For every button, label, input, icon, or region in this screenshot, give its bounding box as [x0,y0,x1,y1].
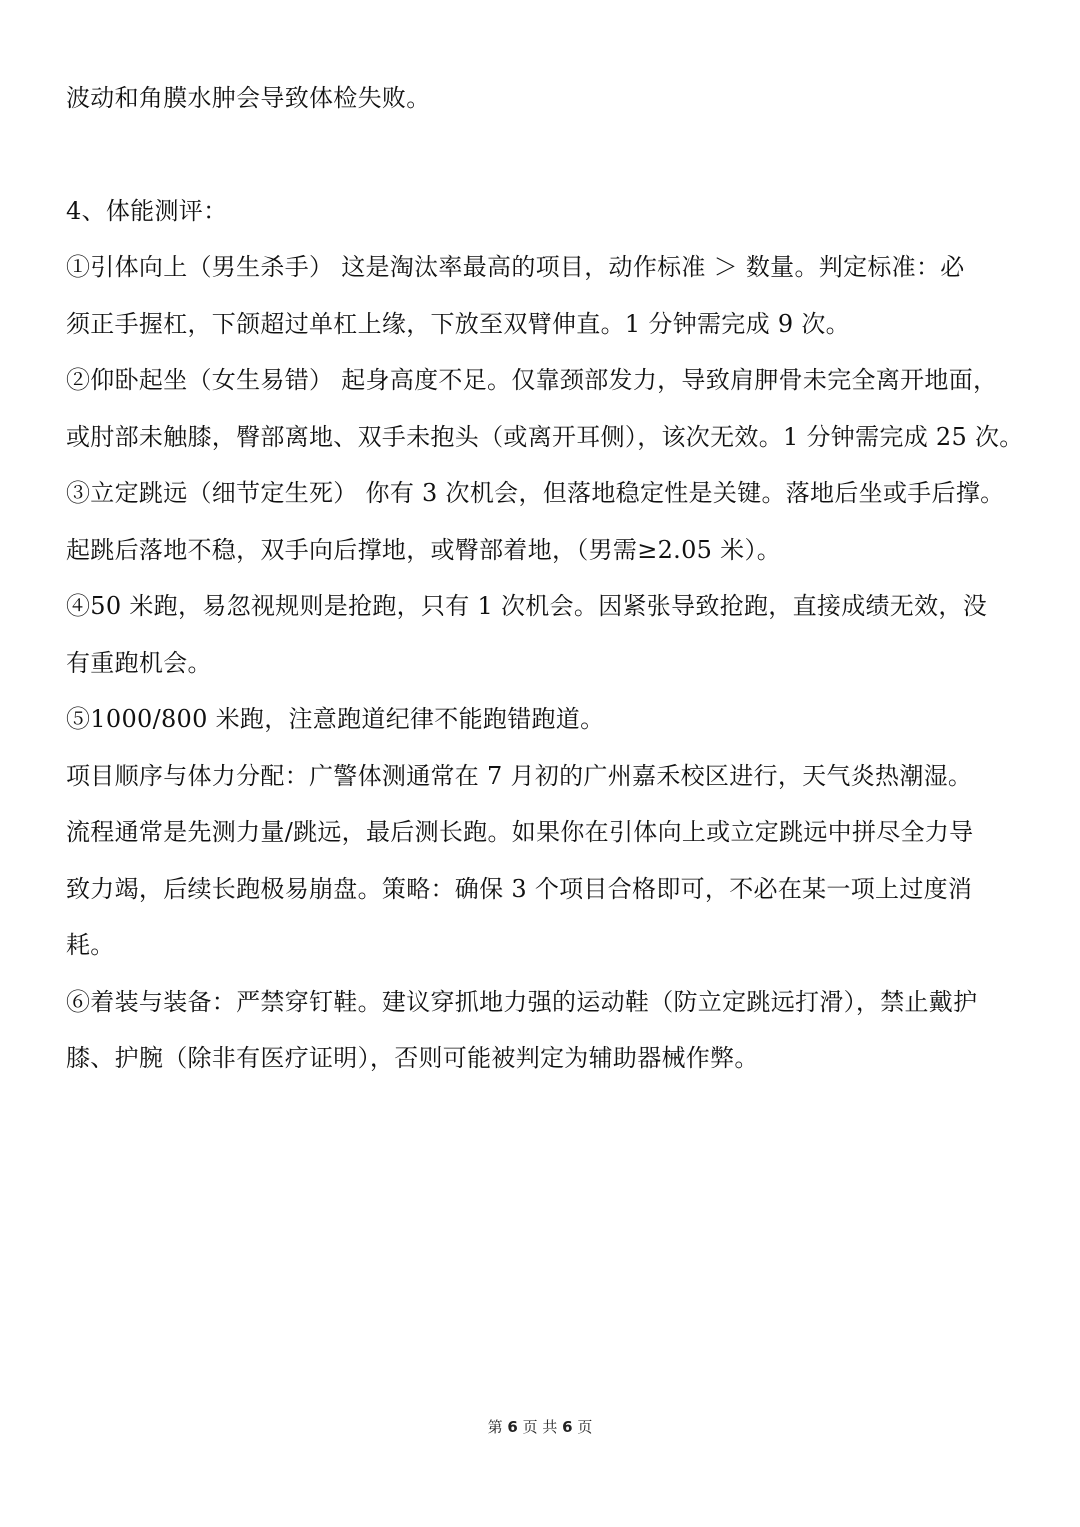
total-page-number: 6 [562,1418,573,1436]
paragraph-line: ②仰卧起坐（女生易错） 起身高度不足。仅靠颈部发力，导致肩胛骨未完全离开地面， [66,366,998,394]
paragraph-line: ③立定跳远（细节定生死） 你有 3 次机会，但落地稳定性是关键。落地后坐或手后撑。 [66,479,1005,507]
paragraph-line: ⑤1000/800 米跑，注意跑道纪律不能跑错跑道。 [66,705,605,733]
paragraph-line: 项目顺序与体力分配：广警体测通常在 7 月初的广州嘉禾校区进行，天气炎热潮湿。 [66,761,973,790]
section-heading: 4、体能测评： [66,196,228,225]
paragraph-line: 膝、护腕（除非有医疗证明），否则可能被判定为辅助器械作弊。 [66,1044,759,1072]
footer-suffix: 页 [577,1418,593,1436]
paragraph-line: 须正手握杠，下颌超过单杠上缘，下放至双臂伸直。1 分钟需完成 9 次。 [66,309,850,338]
paragraph-line: 有重跑机会。 [66,648,212,677]
paragraph-line: ⑥着装与装备：严禁穿钉鞋。建议穿抓地力强的运动鞋（防立定跳远打滑），禁止戴护 [66,987,978,1016]
paragraph-line: ④50 米跑，易忽视规则是抢跑，只有 1 次机会。因紧张导致抢跑，直接成绩无效，没 [66,592,987,620]
page-footer [0,1416,1080,1437]
footer-prefix: 第 [487,1418,503,1436]
paragraph-line: 起跳后落地不稳，双手向后撑地，或臀部着地，（男需≥2.05 米）。 [66,535,782,564]
paragraph-line: 波动和角膜水肿会导致体检失败。 [66,84,431,112]
current-page-number: 6 [507,1418,518,1436]
paragraph-line: 流程通常是先测力量/跳远，最后测长跑。如果你在引体向上或立定跳远中拼尽全力导 [66,818,974,846]
paragraph-line: 致力竭，后续长跑极易崩盘。策略：确保 3 个项目合格即可，不必在某一项上过度消 [66,874,973,903]
blank-line [66,127,1021,183]
document-body [66,70,1024,1087]
paragraph-line: ①引体向上（男生杀手） 这是淘汰率最高的项目，动作标准 ＞ 数量。判定标准：必 [66,253,965,281]
footer-middle: 页 共 [522,1418,558,1436]
paragraph-line: 耗。 [66,931,115,959]
paragraph-line: 或肘部未触膝，臀部离地、双手未抱头（或离开耳侧），该次无效。1 分钟需完成 25 次。 [66,422,1024,451]
